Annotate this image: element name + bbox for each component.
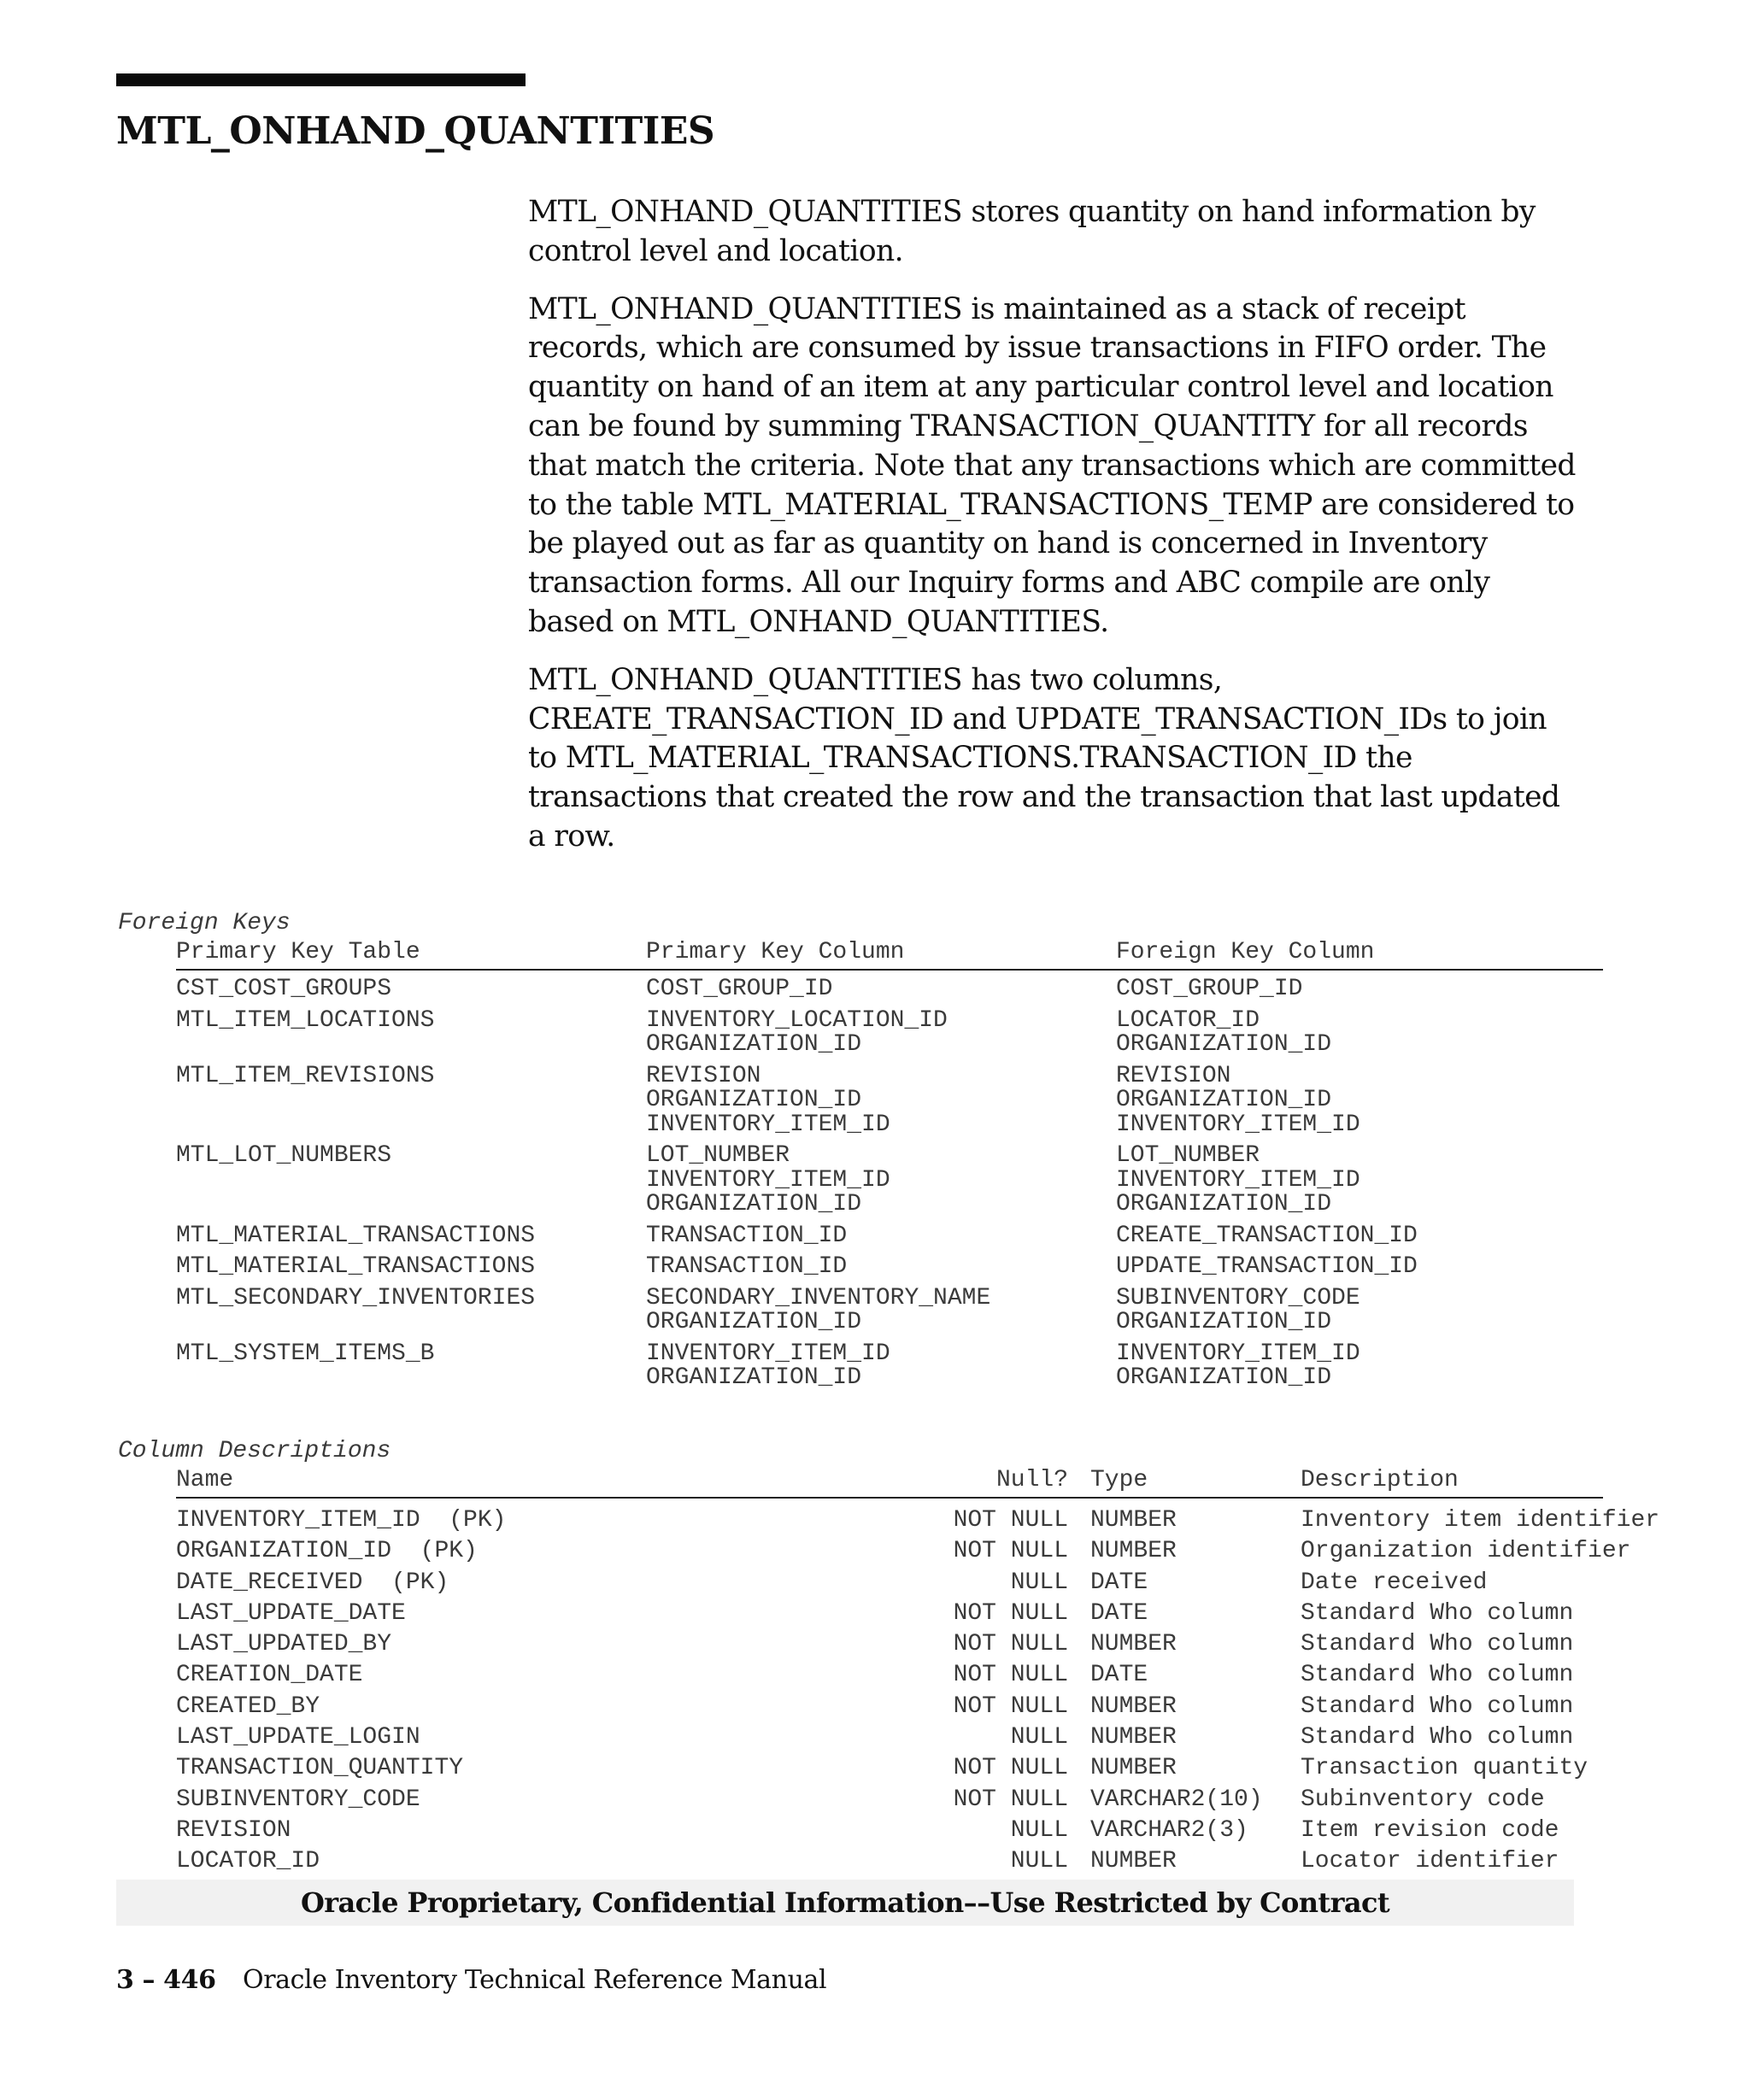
column-row (176, 1753, 1603, 1784)
primary-key-table-name: MTL_ITEM_LOCATIONS (176, 1006, 435, 1034)
page-title: MTL_ONHAND_QUANTITIES (116, 109, 715, 153)
column-nullability: NULL (1010, 1724, 1068, 1751)
primary-key-table-name: MTL_SECONDARY_INVENTORIES (176, 1284, 536, 1311)
primary-key-column-name: INVENTORY_ITEM_ID (646, 1111, 890, 1138)
column-type-description (1090, 1692, 1603, 1722)
column-nullability: NOT NULL (953, 1507, 1068, 1534)
foreign-key-row (176, 1342, 1603, 1391)
column-type: NUMBER (1090, 1848, 1177, 1875)
foreign-key-row (176, 1255, 1603, 1280)
primary-key-column-name: ORGANIZATION_ID (646, 1309, 862, 1335)
manual-title: Oracle Inventory Technical Reference Manual (243, 1965, 827, 1995)
primary-key-table-cell (176, 1284, 646, 1335)
column-descriptions-label: Column Descriptions (118, 1438, 391, 1464)
primary-key-column-name: COST_GROUP_ID (646, 976, 833, 1002)
column-name: ORGANIZATION_ID (PK) (176, 1538, 478, 1565)
column-type-description (1090, 1753, 1603, 1784)
column-type: NUMBER (1090, 1507, 1177, 1534)
column-row (176, 1692, 1603, 1722)
column-row (176, 1536, 1631, 1567)
column-type-description (1090, 1846, 1603, 1877)
foreign-keys-label: Foreign Keys (118, 910, 291, 936)
column-type-description (1090, 1598, 1603, 1629)
primary-key-table-cell (176, 1144, 646, 1217)
column-description: Standard Who column (1301, 1662, 1574, 1689)
column-nullability: NULL (1010, 1569, 1068, 1596)
foreign-key-row (176, 1224, 1603, 1249)
primary-key-table-name: MTL_LOT_NUMBERS (176, 1142, 392, 1169)
foreign-key-column-cell (1116, 1144, 1603, 1217)
foreign-key-column-cell (1116, 977, 1603, 1002)
column-description: Standard Who column (1301, 1724, 1574, 1751)
foreign-key-column-cell (1116, 1006, 1603, 1058)
primary-key-column-name: INVENTORY_LOCATION_ID (646, 1006, 948, 1034)
column-descriptions-rows (176, 1505, 1660, 1878)
foreign-key-column-cell (1116, 1255, 1603, 1280)
column-nullability: NOT NULL (953, 1631, 1068, 1658)
column-type-description (1090, 1568, 1603, 1598)
primary-key-column-name: TRANSACTION_ID (646, 1222, 848, 1249)
primary-key-column-cell (646, 1284, 1116, 1335)
column-description: Locator identifier (1301, 1848, 1559, 1875)
column-row (176, 1660, 1603, 1691)
column-name: CREATED_BY (176, 1692, 320, 1720)
column-type: NUMBER (1090, 1692, 1177, 1720)
foreign-key-column-name: SUBINVENTORY_CODE (1116, 1284, 1360, 1311)
column-name: REVISION (176, 1816, 291, 1844)
column-name: CREATION_DATE (176, 1662, 363, 1689)
primary-key-table-cell (176, 1255, 646, 1280)
primary-key-table-name: MTL_MATERIAL_TRANSACTIONS (176, 1253, 536, 1280)
primary-key-column-name: SECONDARY_INVENTORY_NAME (646, 1284, 991, 1311)
foreign-key-column-name: ORGANIZATION_ID (1116, 1191, 1332, 1217)
foreign-keys-rows (176, 977, 1603, 1391)
column-type-description (1090, 1816, 1603, 1846)
foreign-keys-header (176, 938, 1603, 971)
primary-key-column-name: INVENTORY_ITEM_ID (646, 1166, 890, 1194)
column-name: INVENTORY_ITEM_ID (PK) (176, 1507, 507, 1534)
primary-key-column-cell (646, 1062, 1116, 1138)
primary-key-column-name: ORGANIZATION_ID (646, 1031, 862, 1058)
foreign-keys-table (176, 938, 1603, 1398)
column-name: LAST_UPDATE_DATE (176, 1599, 406, 1627)
column-type: NUMBER (1090, 1631, 1177, 1658)
column-nullability: NOT NULL (953, 1755, 1068, 1782)
column-description: Standard Who column (1301, 1631, 1574, 1658)
column-name: SUBINVENTORY_CODE (176, 1786, 420, 1813)
column-type-description (1090, 1536, 1631, 1567)
foreign-key-column-name: LOCATOR_ID (1116, 1006, 1260, 1034)
header-primary-key-table: Primary Key Table (176, 939, 420, 965)
primary-key-column-name: ORGANIZATION_ID (646, 1364, 862, 1391)
foreign-key-column-cell (1116, 1284, 1603, 1335)
foreign-key-row (176, 1284, 1603, 1335)
column-type: NUMBER (1090, 1724, 1177, 1751)
description-paragraph: MTL_ONHAND_QUANTITIES stores quantity on hand information by control level and location. (528, 195, 1536, 268)
header-primary-key-column: Primary Key Column (646, 939, 905, 965)
foreign-key-column-name: LOT_NUMBER (1116, 1142, 1260, 1169)
foreign-key-column-name: INVENTORY_ITEM_ID (1116, 1166, 1360, 1194)
foreign-key-row (176, 1144, 1603, 1217)
column-type: NUMBER (1090, 1538, 1177, 1565)
primary-key-column-cell (646, 1255, 1116, 1280)
foreign-key-row (176, 1006, 1603, 1058)
page-number: 3 – 446 (116, 1965, 216, 1995)
column-nullability: NOT NULL (953, 1599, 1068, 1627)
column-description: Standard Who column (1301, 1692, 1574, 1720)
column-nullability: NOT NULL (953, 1786, 1068, 1813)
column-description: Transaction quantity (1301, 1755, 1589, 1782)
column-type-description (1090, 1785, 1603, 1816)
column-row (176, 1846, 1603, 1877)
primary-key-table-cell (176, 1224, 646, 1249)
foreign-key-column-name: REVISION (1116, 1062, 1231, 1089)
primary-key-column-name: ORGANIZATION_ID (646, 1191, 862, 1217)
column-type: DATE (1090, 1569, 1148, 1596)
primary-key-column-name: ORGANIZATION_ID (646, 1087, 862, 1113)
primary-key-column-name: INVENTORY_ITEM_ID (646, 1340, 890, 1367)
primary-key-table-name: MTL_MATERIAL_TRANSACTIONS (176, 1222, 536, 1249)
description-paragraph: MTL_ONHAND_QUANTITIES is maintained as a stack of receipt records, which are consumed by issue transactions in FIFO order. The quantity on hand of an item at any particular control level and location can be found by summing TRANSACTION_QUANTITY for all records that match the criteria. Note that any transactions which are committed to the table MTL_MATERIAL_TRANSACTIONS_TEMP are considered to be played out as far as quantity on hand is concerned in Inventory transaction forms. All our Inquiry forms and ABC compile are only based on MTL_ONHAND_QUANTITIES. (528, 291, 1576, 639)
primary-key-column-cell (646, 1006, 1116, 1058)
primary-key-column-name: REVISION (646, 1062, 761, 1089)
column-description: Organization identifier (1301, 1538, 1631, 1565)
primary-key-column-cell (646, 1144, 1116, 1217)
column-name: LAST_UPDATE_LOGIN (176, 1724, 420, 1751)
column-type-description (1090, 1629, 1603, 1660)
column-row (176, 1816, 1603, 1846)
column-description: Standard Who column (1301, 1599, 1574, 1627)
primary-key-column-cell (646, 1224, 1116, 1249)
foreign-key-column-name: CREATE_TRANSACTION_ID (1116, 1222, 1418, 1249)
column-name: DATE_RECEIVED (PK) (176, 1569, 449, 1596)
column-row (176, 1568, 1603, 1598)
column-nullability: NULL (1010, 1848, 1068, 1875)
header-null: Null? (995, 1467, 1068, 1493)
foreign-key-column-name: ORGANIZATION_ID (1116, 1364, 1332, 1391)
column-type: VARCHAR2(10) (1090, 1786, 1263, 1813)
foreign-key-row (176, 977, 1603, 1002)
primary-key-column-cell (646, 1342, 1116, 1391)
foreign-key-column-name: ORGANIZATION_ID (1116, 1309, 1332, 1335)
primary-key-table-cell (176, 1342, 646, 1391)
column-type-description (1090, 1722, 1603, 1753)
header-type: Type (1090, 1467, 1148, 1493)
column-row (176, 1505, 1660, 1536)
foreign-key-column-name: ORGANIZATION_ID (1116, 1087, 1332, 1113)
column-row (176, 1722, 1603, 1753)
foreign-key-column-name: INVENTORY_ITEM_ID (1116, 1111, 1360, 1138)
column-nullability: NOT NULL (953, 1662, 1068, 1689)
table-description (528, 193, 1579, 876)
header-description: Description (1301, 1467, 1459, 1493)
foreign-key-column-cell (1116, 1062, 1603, 1138)
column-nullability: NOT NULL (953, 1692, 1068, 1720)
column-description: Date received (1301, 1569, 1488, 1596)
page-footer (116, 1965, 826, 1996)
column-description: Item revision code (1301, 1816, 1559, 1844)
column-type-description (1090, 1505, 1660, 1536)
header-type-description (1090, 1466, 1603, 1497)
column-row (176, 1629, 1603, 1660)
column-name: TRANSACTION_QUANTITY (176, 1755, 464, 1782)
primary-key-table-cell (176, 1006, 646, 1058)
column-nullability: NOT NULL (953, 1538, 1068, 1565)
column-name: LAST_UPDATED_BY (176, 1631, 392, 1658)
foreign-key-column-name: COST_GROUP_ID (1116, 976, 1303, 1002)
title-rule (116, 73, 526, 86)
column-name: LOCATOR_ID (176, 1848, 320, 1875)
confidentiality-banner: Oracle Proprietary, Confidential Information––Use Restricted by Contract (116, 1880, 1574, 1926)
foreign-key-column-cell (1116, 1342, 1603, 1391)
column-nullability: NULL (1010, 1816, 1068, 1844)
primary-key-column-name: TRANSACTION_ID (646, 1253, 848, 1280)
foreign-key-column-cell (1116, 1224, 1603, 1249)
column-type: NUMBER (1090, 1755, 1177, 1782)
description-paragraph: MTL_ONHAND_QUANTITIES has two columns, CREATE_TRANSACTION_ID and UPDATE_TRANSACTION_IDs to join to MTL_MATERIAL_TRANSACTIONS.TRANSACTION_ID the transactions that created the row and the transaction that last updated a row. (528, 662, 1560, 853)
primary-key-column-cell (646, 977, 1116, 1002)
column-type-description (1090, 1660, 1603, 1691)
foreign-key-row (176, 1062, 1603, 1138)
primary-key-table-name: MTL_ITEM_REVISIONS (176, 1062, 435, 1089)
column-descriptions-header (176, 1466, 1603, 1499)
column-descriptions-table (176, 1466, 1660, 1878)
primary-key-column-name: LOT_NUMBER (646, 1142, 790, 1169)
foreign-key-column-name: UPDATE_TRANSACTION_ID (1116, 1253, 1418, 1280)
foreign-key-column-name: ORGANIZATION_ID (1116, 1031, 1332, 1058)
column-type: DATE (1090, 1662, 1148, 1689)
column-type: VARCHAR2(3) (1090, 1816, 1248, 1844)
header-foreign-key-column: Foreign Key Column (1116, 939, 1375, 965)
foreign-key-column-name: INVENTORY_ITEM_ID (1116, 1340, 1360, 1367)
primary-key-table-cell (176, 977, 646, 1002)
column-type: DATE (1090, 1599, 1148, 1627)
column-description: Inventory item identifier (1301, 1507, 1660, 1534)
primary-key-table-name: MTL_SYSTEM_ITEMS_B (176, 1340, 435, 1367)
primary-key-table-name: CST_COST_GROUPS (176, 976, 392, 1002)
header-name: Name (176, 1467, 234, 1493)
column-row (176, 1598, 1603, 1629)
primary-key-table-cell (176, 1062, 646, 1138)
column-description: Subinventory code (1301, 1786, 1545, 1813)
column-row (176, 1785, 1603, 1816)
